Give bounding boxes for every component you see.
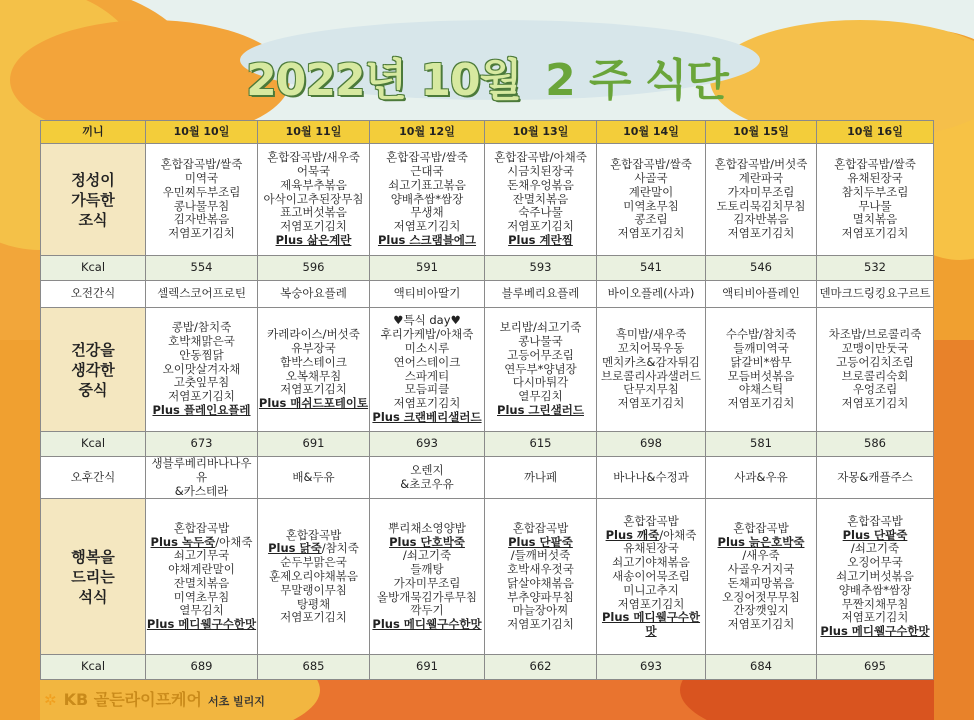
menu-item: 혼합잡곡밥/쌀죽 <box>834 157 916 172</box>
menu-cell <box>817 144 934 256</box>
menu-item: /아채죽 <box>659 527 697 542</box>
menu-item: 쇠고기버섯볶음 <box>836 568 914 583</box>
menu-item: 혼합잡곡밥 <box>512 520 569 535</box>
menu-item: 사골국 <box>634 170 668 185</box>
menu-item: 오이맛살겨자채 <box>162 361 241 376</box>
menu-item: 저염포기김치 <box>727 617 795 632</box>
menu-item: 돈채우엉볶음 <box>507 177 574 192</box>
plus-item: Plus 메디웰구수한맛 <box>146 617 257 632</box>
menu-item: 부추양파무침 <box>507 589 574 604</box>
menu-item: ♥특식 day♥ <box>393 313 461 328</box>
snack-item: 사과&우유 <box>706 457 817 499</box>
menu-item: 우엉조림 <box>852 382 898 397</box>
dinner-row <box>41 499 934 655</box>
menu-cell <box>258 144 370 256</box>
dinner-kcal-row <box>41 655 934 680</box>
menu-item: 연두부*양념장 <box>504 361 577 376</box>
snack-item: 배&두유 <box>258 457 370 499</box>
header-day: 10월 15일 <box>706 121 817 144</box>
meal-table <box>40 120 934 680</box>
menu-item: 돈채피망볶음 <box>727 575 795 590</box>
menu-cell <box>597 499 706 655</box>
snack-item: 생블루베리바나나우유 &카스테라 <box>146 457 258 499</box>
menu-item: 숙주나물 <box>518 205 563 220</box>
kcal-value: 662 <box>485 655 597 680</box>
header-day: 10월 14일 <box>597 121 706 144</box>
porridge-line <box>817 529 933 543</box>
plus-item: Plus 플레인요플레 <box>152 402 251 417</box>
breakfast-row <box>41 144 934 256</box>
menu-item: 미역초무침 <box>623 198 679 213</box>
menu-cell <box>258 308 370 432</box>
kcal-value: 532 <box>817 256 934 281</box>
title-week: 2 주 식단 <box>545 55 728 106</box>
menu-item: 잔멸치볶음 <box>512 191 569 206</box>
menu-item: 호박새우젓국 <box>507 562 574 577</box>
menu-item: 양배추쌈*쌈장 <box>390 191 464 206</box>
menu-cell <box>258 499 370 655</box>
snack-item: 액티비아딸기 <box>370 281 485 308</box>
menu-item: 스파게티 <box>404 368 450 383</box>
menu-item: 깍두기 <box>410 603 444 618</box>
kcal-value: 546 <box>706 256 817 281</box>
kcal-value: 581 <box>706 432 817 457</box>
header-meal: 끼니 <box>41 121 146 144</box>
kcal-value: 693 <box>597 655 706 680</box>
menu-item: 저염포기김치 <box>168 226 235 241</box>
menu-item: 저염포기김치 <box>841 610 909 625</box>
porridge-line <box>485 536 596 550</box>
plus-item: Plus 삶은계란 <box>275 232 352 247</box>
menu-item: 쇠고기표고볶음 <box>388 177 466 192</box>
am-snack-label: 오전간식 <box>41 281 146 308</box>
kcal-label: Kcal <box>41 256 146 281</box>
menu-item: 가자미무조림 <box>727 184 795 199</box>
plus-item: Plus 계란찜 <box>508 232 573 247</box>
kcal-value: 698 <box>597 432 706 457</box>
menu-item: 잔멸치볶음 <box>173 575 230 590</box>
kb-star-icon: ✲ <box>44 691 57 709</box>
kcal-value: 554 <box>146 256 258 281</box>
menu-item: 가자미무조림 <box>393 575 461 590</box>
menu-item: 저염포기김치 <box>617 596 685 611</box>
menu-item: 차조밥/브로콜리죽 <box>828 327 922 342</box>
plus-item: Plus 메디웰구수한맛 <box>820 624 930 639</box>
kcal-value: 684 <box>706 655 817 680</box>
menu-item: 야채스틱 <box>738 382 784 397</box>
menu-item: 저염포기김치 <box>507 219 574 234</box>
menu-cell <box>597 308 706 432</box>
header-day: 10월 12일 <box>370 121 485 144</box>
menu-item: 탕평채 <box>296 596 331 611</box>
menu-item: 어묵국 <box>296 164 331 178</box>
menu-item: 무짠지채무침 <box>841 596 909 611</box>
porridge-line <box>258 542 369 556</box>
menu-item: 무생채 <box>410 205 444 220</box>
menu-item: 미니고추지 <box>623 582 679 597</box>
lunch-label: 건강을 생각한 중식 <box>41 308 146 432</box>
breakfast-kcal-row <box>41 256 934 281</box>
menu-item: 저염포기김치 <box>393 219 461 234</box>
menu-item: 브로콜리숙회 <box>841 368 909 383</box>
menu-item: 보리밥/쇠고기죽 <box>499 320 582 335</box>
menu-item: 혼합잡곡밥 <box>733 520 789 535</box>
kcal-value: 693 <box>370 432 485 457</box>
menu-item: 카레라이스/버섯죽 <box>267 327 360 342</box>
porridge-line <box>706 536 816 550</box>
menu-item: 오징어젓무무침 <box>722 589 800 604</box>
plus-item: Plus 크랜베리샐러드 <box>372 409 482 424</box>
porridge-line <box>597 529 705 543</box>
plus-item: Plus 메디웰구수한맛 <box>601 610 701 639</box>
menu-cell <box>485 144 597 256</box>
menu-item: 제육부추볶음 <box>280 177 347 192</box>
menu-item: 혼합잡곡밥 <box>285 527 342 542</box>
snack-item: 바나나&수정과 <box>597 457 706 499</box>
menu-item: 무말랭이무침 <box>280 582 347 597</box>
menu-item: 혼합잡곡밥 <box>173 520 230 535</box>
plus-item: Plus 단팥죽 <box>842 527 908 542</box>
menu-item: 미소시루 <box>404 340 450 355</box>
menu-item: 유채된장국 <box>847 170 903 185</box>
kcal-value: 689 <box>146 655 258 680</box>
snack-item: 오렌지 &초코우유 <box>370 457 485 499</box>
menu-item: 올방개묵김가루무침 <box>377 589 477 604</box>
menu-item: 참치두부조림 <box>841 184 909 199</box>
plus-item: Plus 메디웰구수한맛 <box>372 617 482 632</box>
plus-item: Plus 늙은호박죽 <box>717 534 805 549</box>
menu-item: 혼합잡곡밥/쌀죽 <box>386 150 468 165</box>
plus-item: Plus 스크램블에그 <box>377 232 477 247</box>
menu-cell <box>597 144 706 256</box>
kcal-value: 691 <box>370 655 485 680</box>
menu-item: 유부장국 <box>291 340 336 355</box>
menu-item: 미역초무침 <box>173 589 230 604</box>
menu-item: 들깨미역국 <box>733 340 789 355</box>
menu-item: 열무김치 <box>518 389 563 404</box>
menu-item: 순두부맑은국 <box>280 555 347 570</box>
menu-item: 저염포기김치 <box>727 226 795 241</box>
pm-snack-label: 오후간식 <box>41 457 146 499</box>
menu-cell <box>485 499 597 655</box>
menu-item: 저염포기김치 <box>280 219 347 234</box>
breakfast-label: 정성이 가득한 조식 <box>41 144 146 256</box>
menu-item: 아삭이고추된장무침 <box>263 191 364 206</box>
snack-item: 액티비아플레인 <box>706 281 817 308</box>
menu-item: 유채된장국 <box>623 541 679 556</box>
menu-item: 콩조림 <box>634 212 668 227</box>
snack-item: 바이오플레(사과) <box>597 281 706 308</box>
menu-item: 저염포기김치 <box>393 396 461 411</box>
menu-item: /새우죽 <box>742 548 780 563</box>
plus-item: Plus 깨죽 <box>605 527 660 542</box>
menu-item: 닭갈비*쌈무 <box>730 354 792 369</box>
kcal-value: 591 <box>370 256 485 281</box>
menu-item: /들깨버섯죽 <box>510 548 571 563</box>
menu-item: /아채죽 <box>215 534 253 549</box>
am-snack-row <box>41 281 934 308</box>
menu-item: 근대국 <box>410 164 444 178</box>
menu-item: 함박스테이크 <box>280 354 347 369</box>
menu-item: 뿌리채소영양밥 <box>388 520 466 535</box>
menu-cell <box>146 308 258 432</box>
menu-item: 모듬버섯볶음 <box>727 368 795 383</box>
porridge-line <box>146 536 257 550</box>
plus-item: Plus 녹두죽 <box>150 534 216 549</box>
menu-item: 저염포기김치 <box>280 382 347 397</box>
menu-item: 고등어김치조림 <box>836 354 914 369</box>
menu-item: 후리가케밥/아채죽 <box>380 327 474 342</box>
menu-item: 혼합잡곡밥/쌀죽 <box>610 157 692 172</box>
menu-item: 저염포기김치 <box>168 389 235 404</box>
kcal-value: 673 <box>146 432 258 457</box>
menu-item: 훈제오리야채볶음 <box>269 568 358 583</box>
menu-item: /쇠고기죽 <box>850 541 900 556</box>
menu-item: 안동찜닭 <box>179 347 224 362</box>
menu-cell <box>146 499 258 655</box>
menu-item: 쇠고기야채볶음 <box>612 555 690 570</box>
header-row <box>41 121 934 144</box>
menu-item: 표고버섯볶음 <box>280 205 347 220</box>
menu-cell <box>817 308 934 432</box>
menu-item: 사골우거지국 <box>727 562 795 577</box>
menu-item: 오복채무침 <box>285 368 342 383</box>
snack-item: 까나페 <box>485 457 597 499</box>
menu-item: 야채계란말이 <box>168 562 235 577</box>
menu-item: 혼합잡곡밥/아채죽 <box>494 150 587 165</box>
title-month: 2022년 10월 <box>246 55 522 106</box>
lunch-kcal-row <box>41 432 934 457</box>
page-title <box>0 44 974 108</box>
menu-item: 김자반볶음 <box>733 212 789 227</box>
kcal-value: 685 <box>258 655 370 680</box>
kcal-value: 593 <box>485 256 597 281</box>
plus-item: Plus 단팥죽 <box>508 534 573 549</box>
menu-item: 김자반볶음 <box>173 212 230 227</box>
menu-cell <box>370 144 485 256</box>
menu-item: 우민찌두부조림 <box>162 184 241 199</box>
menu-item: /참치죽 <box>321 541 359 556</box>
header-day: 10월 16일 <box>817 121 934 144</box>
plus-item: Plus 그린샐러드 <box>497 402 584 417</box>
snack-item: 자몽&캐플주스 <box>817 457 934 499</box>
kcal-label: Kcal <box>41 432 146 457</box>
menu-item: 콩나물국 <box>518 334 563 348</box>
menu-item: 저염포기김치 <box>507 617 574 632</box>
menu-item: /쇠고기죽 <box>402 548 452 563</box>
menu-item: 계란말이 <box>628 184 674 199</box>
kcal-value: 691 <box>258 432 370 457</box>
menu-item: 멸치볶음 <box>852 212 898 227</box>
menu-item: 무나물 <box>858 198 892 213</box>
kcal-value: 586 <box>817 432 934 457</box>
menu-item: 고춧잎무침 <box>173 375 230 390</box>
menu-item: 저염포기김치 <box>617 226 685 241</box>
plus-item: Plus 단호박죽 <box>389 534 465 549</box>
menu-item: 쇠고기무국 <box>173 548 230 563</box>
pm-snack-row <box>41 457 934 499</box>
dinner-label: 행복을 드리는 석식 <box>41 499 146 655</box>
menu-item: 들깨탕 <box>410 562 444 577</box>
menu-item: 저염포기김치 <box>280 610 347 625</box>
menu-item: 다시마튀각 <box>512 375 569 390</box>
kcal-value: 615 <box>485 432 597 457</box>
snack-item: 덴마크드링킹요구르트 <box>817 281 934 308</box>
porridge-line <box>370 536 484 550</box>
snack-item: 블루베리요플레 <box>485 281 597 308</box>
menu-item: 혼합잡곡밥/쌀죽 <box>160 157 243 172</box>
menu-cell <box>485 308 597 432</box>
snack-item: 셀렉스코어프로틴 <box>146 281 258 308</box>
menu-cell <box>706 308 817 432</box>
plus-item: Plus 매쉬드포테이토 <box>258 396 369 411</box>
menu-cell <box>146 144 258 256</box>
menu-item: 도토리묵김치무침 <box>716 198 806 213</box>
menu-item: 혼합잡곡밥/새우죽 <box>267 150 360 165</box>
menu-item: 연어스테이크 <box>393 354 461 369</box>
menu-item: 고등어무조림 <box>507 347 574 362</box>
menu-item: 콩밥/참치죽 <box>171 320 232 335</box>
menu-item: 간장깻잎지 <box>733 603 789 618</box>
menu-item: 단무지무침 <box>623 382 679 397</box>
menu-item: 꼬맹이만둣국 <box>841 340 909 355</box>
header-day: 10월 13일 <box>485 121 597 144</box>
kcal-value: 596 <box>258 256 370 281</box>
menu-item: 모듬피클 <box>404 382 450 397</box>
menu-item: 호박채맑은국 <box>168 334 235 348</box>
lunch-row <box>41 308 934 432</box>
menu-item: 저염포기김치 <box>841 396 909 411</box>
kcal-label: Kcal <box>41 655 146 680</box>
menu-item: 혼합잡곡밥 <box>847 513 903 528</box>
menu-cell <box>370 499 485 655</box>
menu-item: 혼합잡곡밥/버섯죽 <box>714 157 808 172</box>
menu-item: 마늘장아찌 <box>512 603 569 618</box>
menu-cell <box>817 499 934 655</box>
menu-item: 멘치카츠&감자튀김 <box>602 354 700 369</box>
menu-item: 브로콜리사과샐러드 <box>601 368 701 383</box>
menu-cell <box>706 144 817 256</box>
kcal-value: 695 <box>817 655 934 680</box>
menu-item: 새송이어묵조림 <box>612 568 690 583</box>
menu-item: 양배추쌈*쌈장 <box>838 582 912 597</box>
brand-name: KB 골든라이프케어 <box>63 690 202 709</box>
brand-sub: 서초 빌리지 <box>207 695 265 708</box>
footer-brand <box>44 687 265 707</box>
menu-item: 계란파국 <box>738 170 784 185</box>
header-day: 10월 10일 <box>146 121 258 144</box>
menu-item: 오징어무국 <box>847 555 903 570</box>
menu-item: 열무김치 <box>179 603 224 618</box>
header-day: 10월 11일 <box>258 121 370 144</box>
plus-item: Plus 닭죽 <box>268 541 322 556</box>
menu-item: 저염포기김치 <box>841 226 909 241</box>
menu-item: 미역국 <box>184 170 219 185</box>
menu-cell <box>706 499 817 655</box>
menu-item: 닭살야채볶음 <box>507 575 574 590</box>
snack-item: 복숭아요플레 <box>258 281 370 308</box>
menu-cell <box>370 308 485 432</box>
menu-item: 혼합잡곡밥 <box>623 513 679 528</box>
menu-item: 흑미밥/새우죽 <box>615 327 687 342</box>
menu-item: 저염포기김치 <box>617 396 685 411</box>
menu-item: 꼬치어묵우동 <box>617 340 685 355</box>
menu-item: 시금치된장국 <box>507 164 574 178</box>
menu-item: 저염포기김치 <box>727 396 795 411</box>
kcal-value: 541 <box>597 256 706 281</box>
menu-item: 콩나물무침 <box>173 198 230 213</box>
menu-item: 수수밥/참치죽 <box>725 327 797 342</box>
